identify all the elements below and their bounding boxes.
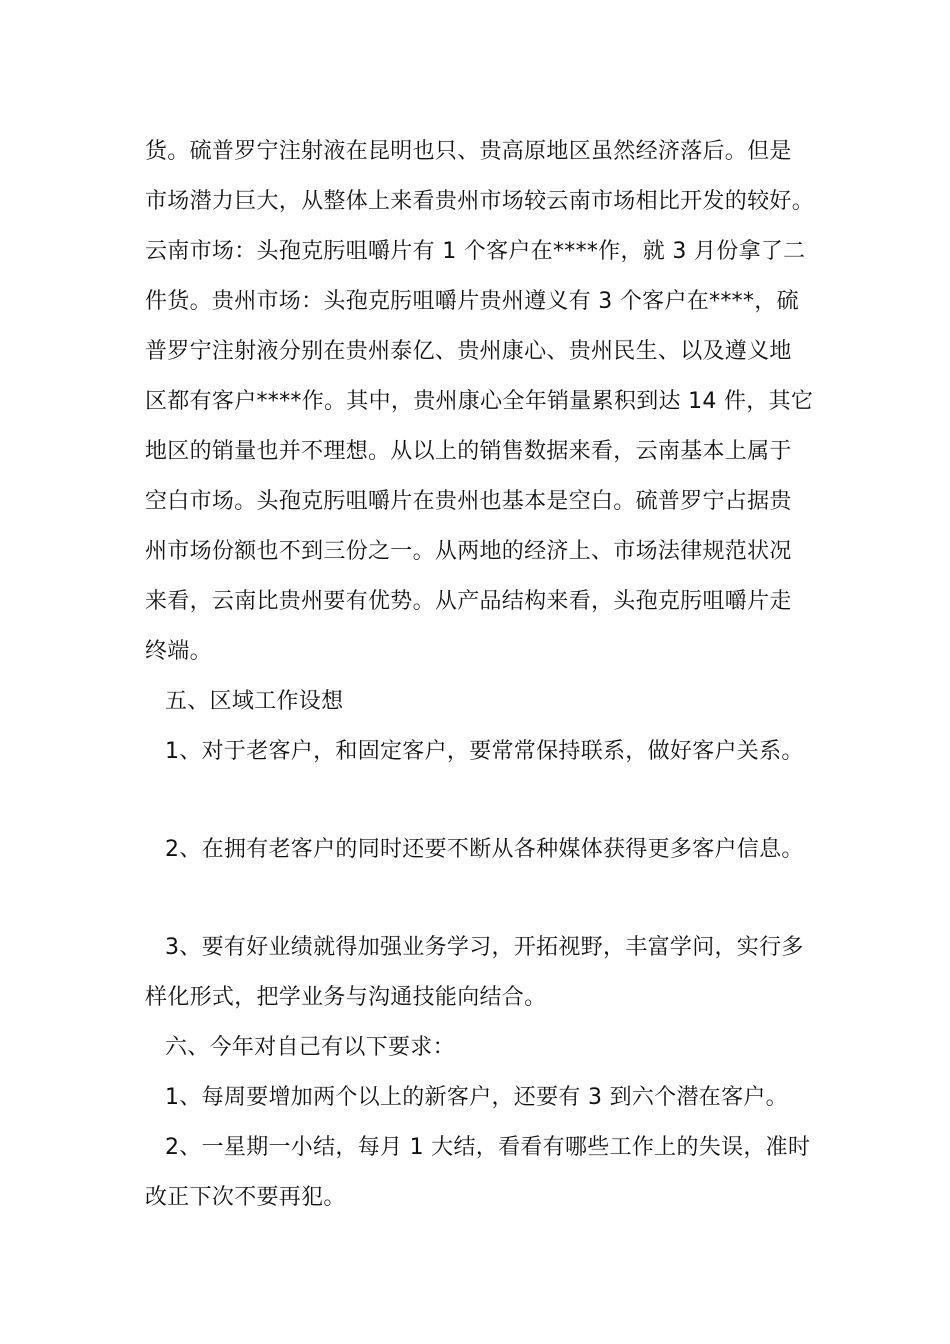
paragraph-line: 州市场份额也不到三份之一。从两地的经济上、市场法律规范状况	[145, 539, 792, 564]
paragraph-line: 普罗宁注射液分别在贵州泰亿、贵州康心、贵州民生、以及遵义地	[145, 339, 792, 364]
paragraph-line: 市场潜力巨大，从整体上来看贵州市场较云南市场相比开发的较好。	[145, 189, 815, 214]
paragraph-line: 区都有客户****作。其中，贵州康心全年销量累积到达 14 件，其它	[145, 389, 814, 414]
paragraph-line: 终端。	[145, 639, 212, 664]
list-item: 1、每周要增加两个以上的新客户，还要有 3 到六个潜在客户。	[165, 1085, 788, 1110]
list-item: 3、要有好业绩就得加强业务学习，开拓视野，丰富学问，实行多	[165, 935, 804, 960]
list-item: 1、对于老客户，和固定客户，要常常保持联系，做好客户关系。	[165, 739, 804, 764]
section-heading: 六、今年对自己有以下要求：	[165, 1035, 455, 1060]
paragraph-line: 空白市场。头孢克肟咀嚼片在贵州也基本是空白。硫普罗宁占据贵	[145, 489, 792, 514]
paragraph-line: 改正下次不要再犯。	[145, 1185, 346, 1210]
paragraph-line: 云南市场：头孢克肟咀嚼片有 1 个客户在****作，就 3 月份拿了二	[145, 239, 806, 264]
paragraph-line: 件货。贵州市场：头孢克肟咀嚼片贵州遵义有 3 个客户在****，硫	[145, 289, 799, 314]
list-item: 2、在拥有老客户的同时还要不断从各种媒体获得更多客户信息。	[165, 837, 804, 862]
section-heading: 五、区域工作设想	[165, 689, 344, 714]
paragraph-line: 地区的销量也并不理想。从以上的销售数据来看，云南基本上属于	[145, 439, 792, 464]
paragraph-line: 来看，云南比贵州要有优势。从产品结构来看，头孢克肟咀嚼片走	[145, 589, 792, 614]
paragraph-line: 样化形式，把学业务与沟通技能向结合。	[145, 985, 547, 1010]
paragraph-line: 货。硫普罗宁注射液在昆明也只、贵高原地区虽然经济落后。但是	[145, 139, 792, 164]
list-item: 2、一星期一小结，每月 1 大结，看看有哪些工作上的失误，准时	[165, 1135, 811, 1160]
